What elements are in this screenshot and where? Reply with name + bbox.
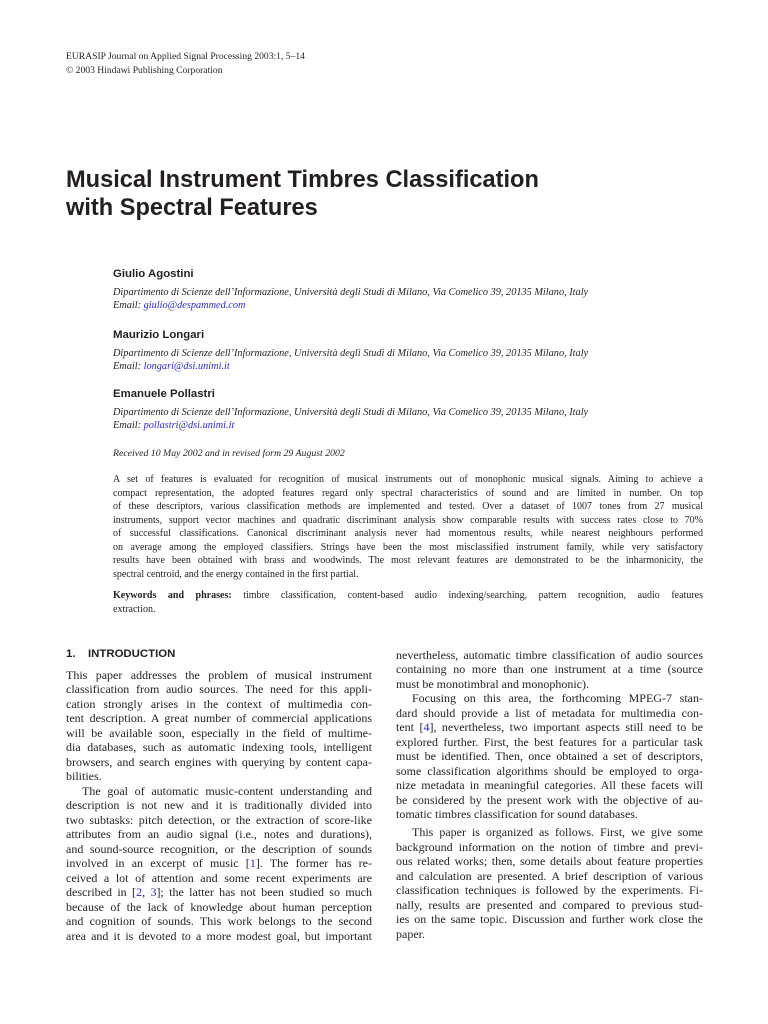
email-label: Email: <box>113 299 144 311</box>
title-line-2: with Spectral Features <box>66 195 318 221</box>
body-line: This paper addresses the problem of musical instrument <box>66 667 372 682</box>
body-line: bilities. <box>66 769 102 784</box>
author-block <box>113 387 703 432</box>
body-line: description is not new and it is traditionally divided into <box>66 798 372 813</box>
line-text: ]; the latter has not been studied so much <box>156 885 372 900</box>
abstract-line: of successful classifications. Canonical discriminant analysis never had momentous results, while nearest neighbours performed <box>113 528 703 540</box>
paper-title <box>66 166 539 222</box>
body-line: and cognition of sounds. This work belongs to the second <box>66 914 372 929</box>
section-title: INTRODUCTION <box>88 648 176 660</box>
keywords-line: extraction. <box>113 604 156 615</box>
abstract <box>113 473 703 582</box>
body-line: ies on the same topic. Discussion and further work close the <box>396 912 703 927</box>
citation-link[interactable]: 2 <box>136 885 143 900</box>
keywords-line <box>113 589 703 603</box>
body-line: be considered by the present work with the objective of au- <box>396 792 703 807</box>
body-line: because of the lack of knowledge about human perception <box>66 899 372 914</box>
section-number: 1. <box>66 648 76 660</box>
paragraph <box>396 648 703 692</box>
keywords-text: timbre classification, content-based audio indexing/searching, pattern recognition, audio features <box>231 590 703 601</box>
author-block <box>113 328 703 373</box>
author-email-line <box>113 360 703 373</box>
body-line: browsers, and search engines with querying by content capa- <box>66 754 372 769</box>
abstract-line: results have been obtained with brass and woodwinds. The most relevant features are demonstrated to be the inharmonicity, the <box>113 555 703 567</box>
body-line: classification techniques is followed by the experiments. Fi- <box>396 883 703 898</box>
line-text: ]. The former has re- <box>255 856 372 871</box>
keywords <box>113 589 703 617</box>
author-email-line <box>113 299 703 312</box>
email-label: Email: <box>113 360 144 372</box>
line-text: , <box>142 885 151 900</box>
body-line: area and it is devoted to a more modest goal, but important <box>66 928 372 943</box>
body-line: nally, results are presented and compared to previous stud- <box>396 897 703 912</box>
body-line: background information on the notion of timbre and previ- <box>396 839 703 854</box>
author-block <box>113 267 703 312</box>
citation-link[interactable]: 3 <box>150 885 157 900</box>
body-line: Focusing on this area, the forthcoming MPEG-7 stan- <box>412 691 703 706</box>
body-line: tomatic timbres classification for sound databases. <box>396 807 638 822</box>
body-line: and calculation are presented. A brief description of various <box>396 868 703 883</box>
author-name: Giulio Agostini <box>113 268 194 280</box>
email-link[interactable]: giulio@despammed.com <box>143 299 246 311</box>
abstract-line: instruments, support vector machines and quadratic discriminant analysis show comparable results with success rates close to 70% <box>113 514 703 526</box>
keywords-label: Keywords and phrases: <box>113 590 232 601</box>
paragraph <box>396 691 703 822</box>
body-line: containing no more than one instrument at a time (source <box>396 662 703 677</box>
body-line: ous related works; then, some details about feature properties <box>396 854 703 869</box>
line-text: ], nevertheless, two important aspects still need to be <box>429 720 703 735</box>
body-line: two subtasks: pitch detection, or the extraction of score-like <box>66 812 372 827</box>
abstract-line: on average among the employed classifiers. Strings have been the most misclassified instrument family, while very satisfactory <box>113 541 703 553</box>
abstract-line: compact representation, the adopted features regard only spectral characteristics of sound and are limited in number. On top <box>113 487 703 499</box>
body-line: This paper is organized as follows. First, we give some <box>412 825 703 840</box>
citation-link[interactable]: 4 <box>423 720 430 735</box>
body-line: dia databases, such as automatic indexing tools, intelligent <box>66 740 372 755</box>
line-text: described in [ <box>66 885 137 900</box>
body-line: and sound-source recognition, or the description of sounds <box>66 841 372 856</box>
line-text: tent [ <box>396 720 424 735</box>
email-link[interactable]: pollastri@dsi.unimi.it <box>143 419 235 431</box>
body-line: classification from audio sources. The need for this appli- <box>66 682 372 697</box>
author-affiliation: Dipartimento di Scienze dell’Informazione, Università degli Studi di Milano, Via Comelico 39, 20135 Milano, Italy <box>113 286 589 298</box>
body-line: paper. <box>396 926 425 941</box>
body-line: ceived a lot of attention and some recent experiments are <box>66 870 372 885</box>
body-line: nize metadata in meaningful categories. All these facets will <box>396 778 703 793</box>
author-affiliation: Dipartimento di Scienze dell’Informazione, Università degli Studi di Milano, Via Comelico 39, 20135 Milano, Italy <box>113 406 589 418</box>
body-line: attributes from an audio signal (i.e., notes and durations), <box>66 827 372 842</box>
body-line: must be identified. Then, once obtained a set of descriptors, <box>396 749 703 764</box>
title-line-1: Musical Instrument Timbres Classification <box>66 167 539 193</box>
body-line <box>66 856 372 871</box>
email-label: Email: <box>113 419 144 431</box>
abstract-line: of these descriptors, various classification methods are implemented and tested. Over a dataset of 1007 tones from 27 musical <box>113 501 703 513</box>
author-affiliation: Dipartimento di Scienze dell’Informazione, Università degli Studi di Milano, Via Comelico 39, 20135 Milano, Italy <box>113 347 589 359</box>
line-text: involved in an excerpt of music [ <box>66 856 250 871</box>
body-line: some classification algorithms should be employed to orga- <box>396 763 703 778</box>
paragraph <box>66 784 372 944</box>
body-line: explored further. First, the best features for a particular task <box>396 734 703 749</box>
body-line: cation strongly arises in the context of multimedia con- <box>66 696 372 711</box>
abstract-line: spectral centroid, and the energy contained in the first partial. <box>113 568 359 580</box>
paragraph <box>396 825 703 941</box>
body-line: tent description. A great number of commercial applications <box>66 711 372 726</box>
journal-citation: EURASIP Journal on Applied Signal Processing 2003:1, 5–14 <box>66 51 305 62</box>
body-line <box>66 885 372 900</box>
citation-link[interactable]: 1 <box>249 856 256 871</box>
body-line: dard should provide a list of metadata for multimedia con- <box>396 705 703 720</box>
author-email-line <box>113 419 703 432</box>
received-date: Received 10 May 2002 and in revised form 29 August 2002 <box>113 447 345 459</box>
body-line: nevertheless, automatic timbre classification of audio sources <box>396 647 703 662</box>
paragraph <box>66 668 372 784</box>
email-link[interactable]: longari@dsi.unimi.it <box>143 360 230 372</box>
body-line: will be available soon, especially in the field of multime- <box>66 725 372 740</box>
section-heading <box>66 647 175 661</box>
author-name: Emanuele Pollastri <box>113 388 215 400</box>
abstract-line: A set of features is evaluated for recognition of musical instruments out of monophonic musical signals. Aiming to achieve a <box>113 474 703 485</box>
copyright-notice: © 2003 Hindawi Publishing Corporation <box>66 65 223 76</box>
right-column <box>396 648 703 942</box>
left-column <box>66 668 372 944</box>
body-line: The goal of automatic music-content understanding and <box>82 783 372 798</box>
body-line: must be monotimbral and monophonic). <box>396 676 589 691</box>
journal-header <box>66 50 305 78</box>
author-name: Maurizio Longari <box>113 329 205 341</box>
body-line <box>396 720 703 735</box>
